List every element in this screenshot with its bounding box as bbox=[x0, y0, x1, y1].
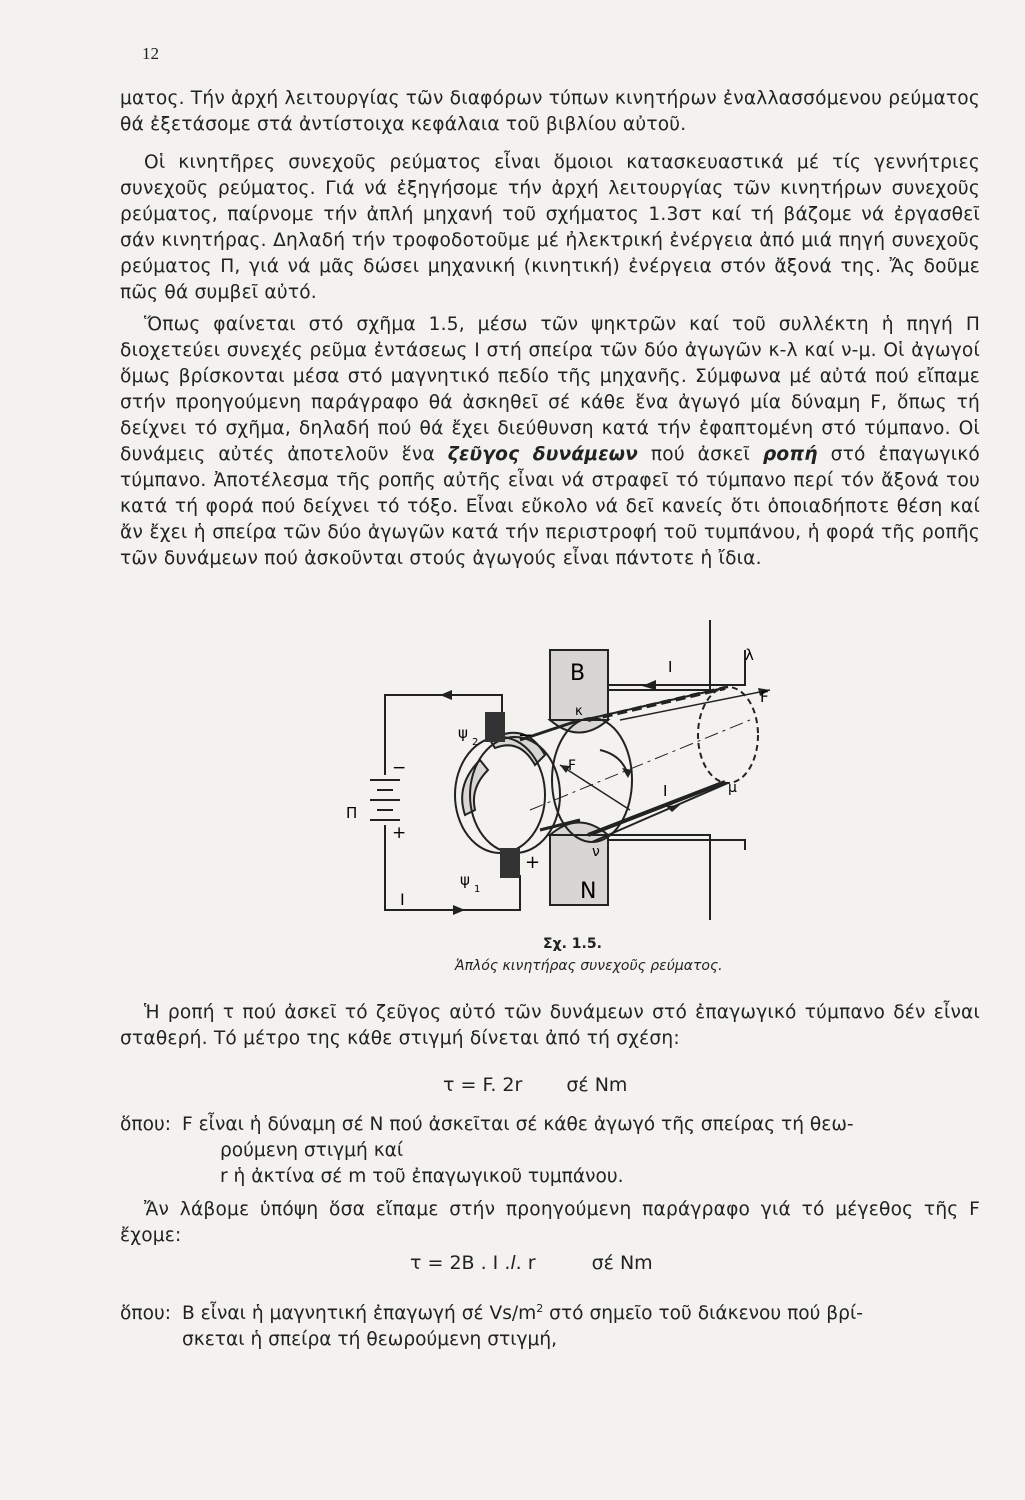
paragraph-2: Οἱ κινητῆρες συνεχοῦς ρεύματος εἶναι ὅμοιοι κατασκευαστικά μέ τίς γεννήτριες συνεχοῦς ρεύματος. Γιά νά ἐξηγήσομε τήν ἀρχή λειτουργίας τῶν κινητήρων συνεχοῦς ρεύματος, παίρνομε τήν ἀπλή μηχανή τοῦ σχήματος 1.3στ καί τή βάζομε νά ἐργασθεῖ σάν κινητήρας. Δηλαδή τήν τροφοδοτοῦμε μέ ἠλεκτρική ἐνέργεια ἀπό μιά πηγή συνεχοῦς ρεύματος Π, γιά νά μᾶς δώσει μηχανική (κινητική) ἐνέργεια στόν ἄξονά της. Ἄς δοῦμε πῶς θά συμβεῖ αὐτό. bbox=[120, 152, 980, 303]
label-mu: μ bbox=[728, 780, 737, 796]
brush-minus: − bbox=[518, 725, 534, 746]
equation-1-expression: τ = F. 2r bbox=[443, 1074, 523, 1096]
paragraph-1: ματος. Τήν ἀρχή λειτουργίας τῶν διαφόρων τύπων κινητήρων ἐναλλασσόμενου ρεύματος θά ἐξετάσομε στά ἀντίστοιχα κεφάλαια τοῦ βιβλίου αὐτοῦ. bbox=[120, 88, 980, 135]
term-torque: ροπή bbox=[762, 444, 818, 465]
paragraph-5: Ἄν λάβομε ὑπόψη ὅσα εἴπαμε στήν προηγούμενη παράγραφο γιά τό μέγεθος τῆς F ἔχομε: bbox=[120, 1199, 980, 1246]
paragraph-3-cont: πού ἀσκεῖ bbox=[650, 444, 751, 465]
paragraph-4: Ἡ ροπή τ πού ἀσκεῖ τό ζεῦγος αὐτό τῶν δυνάμεων στό ἐπαγωγικό τύμπανο δέν εἶναι σταθερή. Τό μέτρο της κάθε στιγμή δίνεται ἀπό τή σχέση: bbox=[120, 1002, 980, 1049]
armature-drum-back bbox=[698, 687, 758, 783]
current-label-middle: I bbox=[663, 782, 668, 800]
def-F-line1: F εἶναι ἡ δύναμη σέ N πού ἀσκεῖται σέ κάθε ἀγωγό τῆς σπείρας τή θεω- bbox=[182, 1114, 854, 1135]
current-label-bottom: I bbox=[400, 890, 405, 909]
def-F-line2: ρούμενη στιγμή καί bbox=[220, 1140, 404, 1161]
label-F-bottom: F bbox=[568, 758, 577, 774]
label-F-top: F bbox=[760, 688, 769, 706]
pole-N-label: N bbox=[580, 879, 597, 904]
def-r-line: r ἡ ἀκτίνα σέ m τοῦ ἐπαγωγικοῦ τυμπάνου. bbox=[220, 1166, 624, 1187]
conductor-nu-mu bbox=[588, 782, 725, 835]
current-arrow-top bbox=[440, 690, 452, 700]
brush-psi2 bbox=[485, 712, 505, 742]
equation-1-unit: σέ Nm bbox=[566, 1074, 628, 1096]
def-B-sup: 2 bbox=[536, 1302, 544, 1315]
paragraph-3-text: Ὅπως φαίνεται στό σχῆμα 1.5, μέσω τῶν ψηκτρῶν καί τοῦ συλλέκτη ἡ πηγή Π διοχετεύει συνεχές ρεῦμα ἐντάσεως Ι στή σπείρα τῶν δύο ἀγωγῶν κ-λ καί ν-μ. Οἱ ἀγωγοί ὅμως βρίσκονται μέσα στό μαγνητικό πεδίο τῆς μηχανῆς. Σύμφωνα μέ αὐτά πού εἴπαμε στήν προηγούμενη παράγραφο θά ἀσκηθεῖ σέ κάθε ἕνα ἀγωγό μία δύναμη F, ὅπως τή δείχνει τό σχῆμα, δηλαδή πού θά ἔχει διεύθυνση κατά τήν ἐφαπτομένη στό τύμπανο. Οἱ δυνάμεις αὐτές ἀποτελοῦν ἕνα bbox=[120, 314, 980, 465]
paragraph-3-end: στό ἐπαγωγικό τύμπανο. Ἀποτέλεσμα τῆς ροπῆς αὐτῆς εἶναι νά στραφεῖ τό τύμπανο περί τόν ἄξονά του κατά τή φορά πού δείχνει τό τόξο. Εἶναι εὔκολο νά δεῖ κανείς ὅτι ὁποιαδήποτε θέση καί ἄν ἔχει ἡ σπείρα τῶν δύο ἀγωγῶν κατά τήν περιστροφή τοῦ τυμπάνου, ἡ φορά τῆς ροπῆς τῶν δυνάμεων πού ἀσκοῦνται στούς ἀγωγούς εἶναι πάντοτε ἡ ἴδια. bbox=[120, 444, 980, 569]
figure-number: Σχ. 1.5. bbox=[543, 936, 602, 952]
pole-B-label: B bbox=[570, 661, 586, 686]
paragraph-3 bbox=[120, 312, 980, 572]
equation-1 bbox=[443, 1074, 627, 1096]
equation-2 bbox=[410, 1252, 653, 1274]
def-B-line1a: B εἶναι ἡ μαγνητική ἐπαγωγή σέ Vs/m bbox=[182, 1303, 537, 1325]
term-force-couple: ζεῦγος δυνάμεων bbox=[447, 444, 639, 465]
brush-psi1 bbox=[500, 848, 520, 878]
current-arrow-bottom bbox=[453, 905, 465, 915]
equation-2-r: . r bbox=[515, 1252, 536, 1274]
current-label-top: I bbox=[668, 658, 673, 676]
definition-block-2 bbox=[120, 1296, 980, 1353]
definition-block-1 bbox=[120, 1112, 980, 1190]
source-label: Π bbox=[346, 804, 358, 822]
brush-plus: + bbox=[525, 852, 541, 873]
label-lambda: λ bbox=[745, 646, 754, 664]
brush-label-psi2: ψ bbox=[458, 724, 468, 742]
battery-plus: + bbox=[392, 823, 407, 843]
brush-label-psi1: ψ bbox=[460, 871, 470, 889]
brush-label-sub1: 1 bbox=[474, 884, 481, 895]
equation-2-expression: τ = 2B . I . bbox=[410, 1252, 511, 1274]
where-label-1: ὅπου: bbox=[120, 1114, 171, 1135]
battery-minus: − bbox=[392, 758, 407, 778]
page-number: 12 bbox=[142, 44, 159, 63]
equation-2-l: l bbox=[510, 1252, 516, 1274]
brush-label-sub2: 2 bbox=[472, 737, 479, 748]
motor-diagram bbox=[330, 620, 770, 920]
def-B-line1b: στό σημεῖο τοῦ διάκενου πού βρί- bbox=[543, 1303, 863, 1325]
label-nu: ν bbox=[592, 844, 600, 860]
figure-caption: Ἁπλός κινητήρας συνεχοῦς ρεύματος. bbox=[455, 958, 723, 974]
label-kappa: κ bbox=[575, 704, 583, 719]
equation-2-unit: σέ Nm bbox=[591, 1252, 653, 1274]
def-B-line2: σκεται ἡ σπείρα τή θεωρούμενη στιγμή, bbox=[182, 1329, 558, 1351]
where-label-2: ὅπου: bbox=[120, 1303, 171, 1325]
